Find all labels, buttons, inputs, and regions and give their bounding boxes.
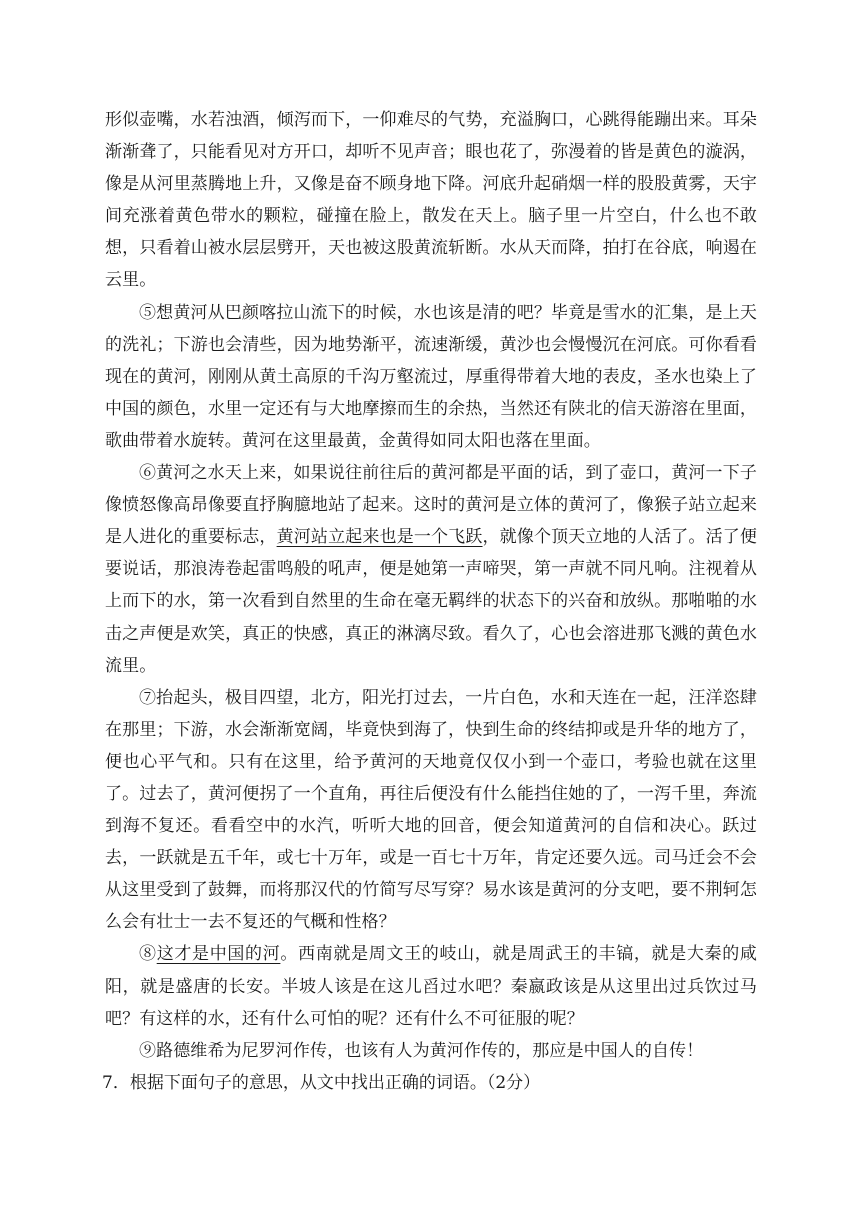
paragraph-6 [105,457,757,682]
question-7: 7．根据下面句子的意思，从文中找出正确的词语。（2分） [102,1072,541,1093]
underlined-sentence-leap: 黄河站立起来也是一个飞跃 [276,527,483,548]
paragraph-5: ⑤想黄河从巴颜喀拉山流下的时候，水也该是清的吧？毕竟是雪水的汇集，是上天的洗礼；下游也会清些，因为地势渐平，流速渐缓，黄沙也会慢慢沉在河底。可你看看现在的黄河，刚刚从黄土高原的千沟万壑流过，厚重得带着大地的表皮，圣水也染上了中国的颜色，水里一定还有与大地摩擦而生的余热，当然还有陕北的信天游溶在里面，歌曲带着水旋转。黄河在这里最黄，金黄得如同太阳也落在里面。 [105,302,757,451]
paragraph-6-text-after: ，就像个顶天立地的人活了。活了便要说话，那浪涛卷起雷鸣般的吼声，便是她第一声啼哭，第一声就不同凡响。注视着从上而下的水，第一次看到自然里的生命在毫无羁绊的状态下的兴奋和放纵。那啪啪的水击之声便是欢笑，真正的快感，真正的淋漓尽致。看久了，心也会溶进那飞溅的黄色水流里。 [105,527,758,676]
paragraph-9: ⑨路德维希为尼罗河作传，也该有人为黄河作传的，那应是中国人的自传！ [139,1040,704,1061]
paragraph-4-continued: 形似壶嘴，水若浊酒，倾泻而下，一仰难尽的气势，充溢胸口，心跳得能蹦出来。耳朵渐渐聋了，只能看见对方开口，却听不见声音；眼也花了，弥漫着的皆是黄色的漩涡，像是从河里蒸腾地上升，又像是奋不顾身地下降。河底升起硝烟一样的股股黄雾，天宇间充涨着黄色带水的颗粒，碰撞在脸上，散发在天上。脑子里一片空白，什么也不敢想，只看着山被水层层劈开，天也被这股黄流斩断。水从天而降，拍打在谷底，响遏在云里。 [105,110,757,291]
underlined-sentence-chinese-river: 这才是中国的河 [156,944,281,965]
paragraph-8-text-after: 。西南就是周文王的岐山，就是周武王的丰镐，就是大秦的咸阳，就是盛唐的长安。半坡人该是在这儿舀过水吧？秦嬴政该是从这里出过兵饮过马吧？有这样的水，还有什么可怕的呢？还有什么不可征服的呢？ [105,944,758,1029]
paragraph-6-text-before: ⑥黄河之水天上来，如果说往前往后的黄河都是平面的话，到了壶口，黄河一下子像愤怒像高昂像要直抒胸臆地站了起来。这时的黄河是立体的黄河了，像猴子站立起来是人进化的重要标志， [105,463,757,548]
paragraph-8 [105,938,757,1034]
paragraph-8-marker: ⑧ [139,944,157,965]
document-page [102,104,758,1099]
paragraph-7: ⑦抬起头，极目四望，北方，阳光打过去，一片白色，水和天连在一起，汪洋恣肆在那里；下游，水会渐渐宽阔，毕竟快到海了，快到生命的终结抑或是升华的地方了，便也心平气和。只有在这里，给予黄河的天地竟仅仅小到一个壶口，考验也就在这里了。过去了，黄河便拐了一个直角，再往后便没有什么能挡住她的了，一泻千里，奔流到海不复还。看看空中的水汽，听听大地的回音，便会知道黄河的自信和决心。跃过去，一跃就是五千年，或七十万年，或是一百七十万年，肯定还要久远。司马迁会不会从这里受到了鼓舞，而将那汉代的竹简写尽写穿？易水该是黄河的分支吧，要不荆轲怎么会有壮士一去不复还的气概和性格？ [105,687,757,933]
